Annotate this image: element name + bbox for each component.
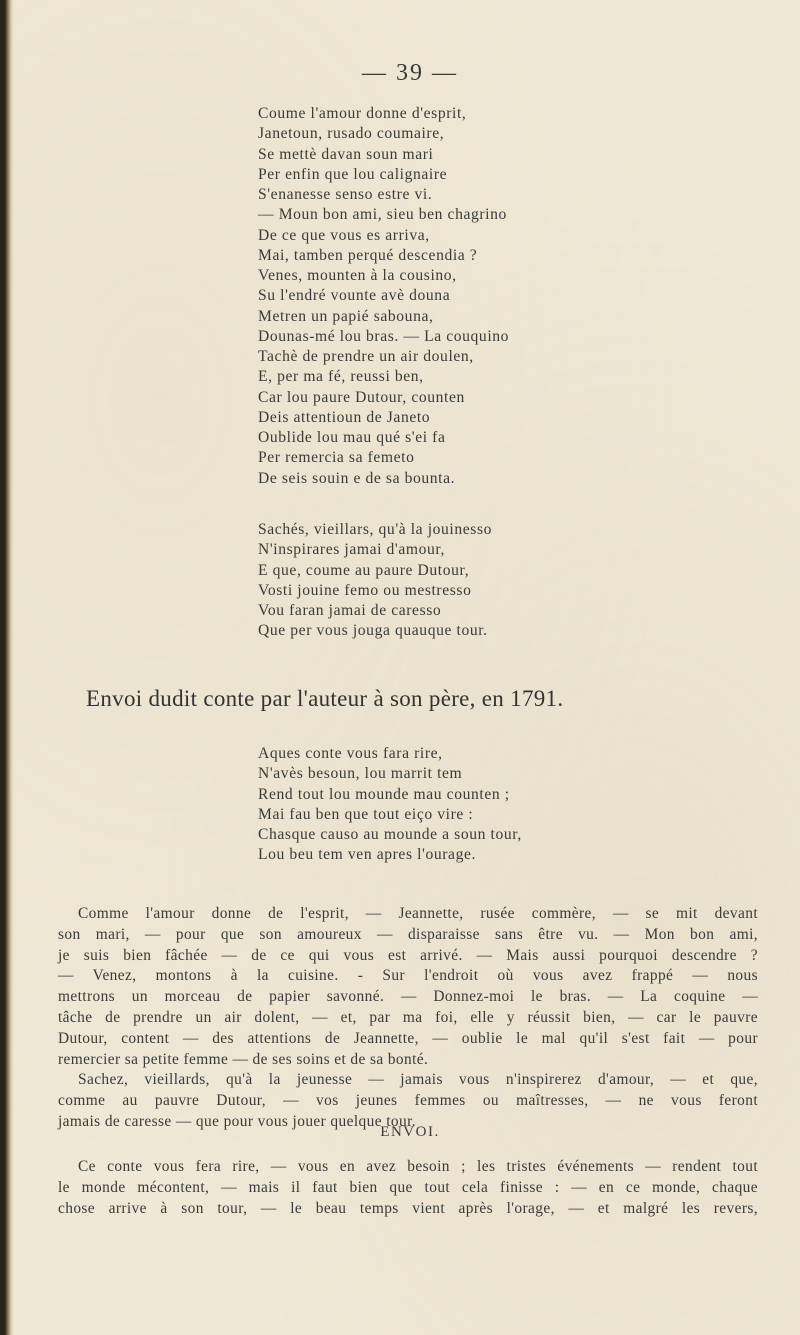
verse-stanza-3 [258, 744, 522, 866]
prose-line: Comme l'amour donne de l'esprit, — Jeannette, rusée commère, — se mit devant [78, 905, 758, 922]
verse-line: Metren un papié sabouna, [258, 307, 434, 325]
prose-line: Dutour, content — des attentions de Jeannette, — oublie le mal qu'il s'est fait — pour [58, 1029, 758, 1047]
verse-line: Car lou paure Dutour, counten [258, 388, 465, 406]
prose-line: chose arrive à son tour, — le beau temps vient après l'orage, — et malgré les revers, [58, 1199, 758, 1217]
prose-line: mettrons un morceau de papier savonné. — Donnez-moi le bras. — La coquine — [58, 988, 758, 1006]
verse-line: Sachés, vieillars, qu'à la jouinesso [258, 521, 493, 538]
verse-line: Su l'endré vounte avè douna [258, 287, 451, 305]
verse-line: N'avès besoun, lou marrit tem [258, 765, 463, 783]
verse-line: Per remercia sa femeto [258, 449, 415, 467]
envoi-translation-paragraph [58, 1157, 758, 1219]
verse-line: Oublide lou mau qué s'ei fa [258, 429, 446, 446]
verse-line: De ce que vous es arriva, [258, 226, 430, 244]
verse-line: Vosti jouine femo ou mestresso [258, 581, 472, 599]
prose-line: comme au pauvre Dutour, — vos jeunes femmes ou maîtresses, — ne vous feront [58, 1092, 758, 1110]
verse-line: Se mettè davan soun mari [258, 145, 434, 163]
verse-line: N'inspirares jamai d'amour, [258, 541, 446, 559]
verse-line: De seis souin e de sa bounta. [258, 469, 456, 487]
verse-stanza-1 [258, 104, 509, 489]
verse-line: Tachè de prendre un air doulen, [258, 348, 474, 365]
prose-line: Ce conte vous fera rire, — vous en avez besoin ; les tristes événements — rendent tout [78, 1158, 758, 1175]
prose-line: jamais de caresse — que pour vous jouer quelque tour. [58, 1112, 416, 1130]
verse-line: Vou faran jamai de caresso [258, 602, 442, 619]
verse-line: Chasque causo au mounde a soun tour, [258, 826, 522, 843]
prose-line: Sachez, vieillards, qu'à la jeunesse — jamais vous n'inspirerez d'amour, — et que, [78, 1071, 758, 1089]
verse-line: Que per vous jouga quauque tour. [258, 622, 488, 640]
verse-line: S'enanesse senso estre vi. [258, 186, 433, 203]
verse-line: E, per ma fé, reussi ben, [258, 368, 424, 386]
verse-stanza-2 [258, 520, 492, 642]
prose-line: tâche de prendre un air dolent, — et, par ma foi, elle y réussit bien, — car le pauvre [58, 1008, 758, 1026]
prose-line: remercier sa petite femme — de ses soins et de sa bonté. [58, 1050, 429, 1068]
verse-line: Deis attentioun de Janeto [258, 408, 431, 426]
prose-line: — Venez, montons à la cuisine. - Sur l'endroit où vous avez frappé — nous [58, 967, 758, 985]
verse-line: Rend tout lou mounde mau counten ; [258, 785, 510, 803]
verse-line: — Moun bon ami, sieu ben chagrino [258, 206, 507, 224]
verse-line: Lou beu tem ven apres l'ourage. [258, 846, 476, 864]
verse-line: Coume l'amour donne d'esprit, [258, 105, 467, 122]
prose-line: son mari, — pour que son amoureux — disparaisse sans être vu. — Mon bon ami, [58, 925, 758, 943]
verse-line: E que, coume au paure Dutour, [258, 561, 470, 579]
envoi-heading: Envoi dudit conte par l'auteur à son père, en 1791. [86, 686, 564, 711]
prose-line: je suis bien fâchée — de ce qui vous est arrivé. — Mais aussi pourquoi descendre ? [58, 946, 758, 964]
envoi-title: ENVOI. [380, 1124, 440, 1140]
translation-paragraph [58, 904, 758, 1133]
verse-line: Dounas-mé lou bras. — La couquino [258, 327, 510, 345]
verse-line: Venes, mounten à la cousino, [258, 267, 457, 284]
verse-line: Mai fau ben que tout eiço vire : [258, 805, 474, 823]
verse-line: Mai, tamben perqué descendia ? [258, 246, 478, 264]
prose-line: le monde mécontent, — mais il faut bien que tout cela finisse : — en ce monde, chaque [58, 1178, 758, 1196]
verse-line: Aques conte vous fara rire, [258, 745, 443, 762]
verse-line: Per enfin que lou calignaire [258, 165, 448, 183]
page-number: — 39 — [362, 60, 458, 86]
verse-line: Janetoun, rusado coumaire, [258, 125, 445, 143]
